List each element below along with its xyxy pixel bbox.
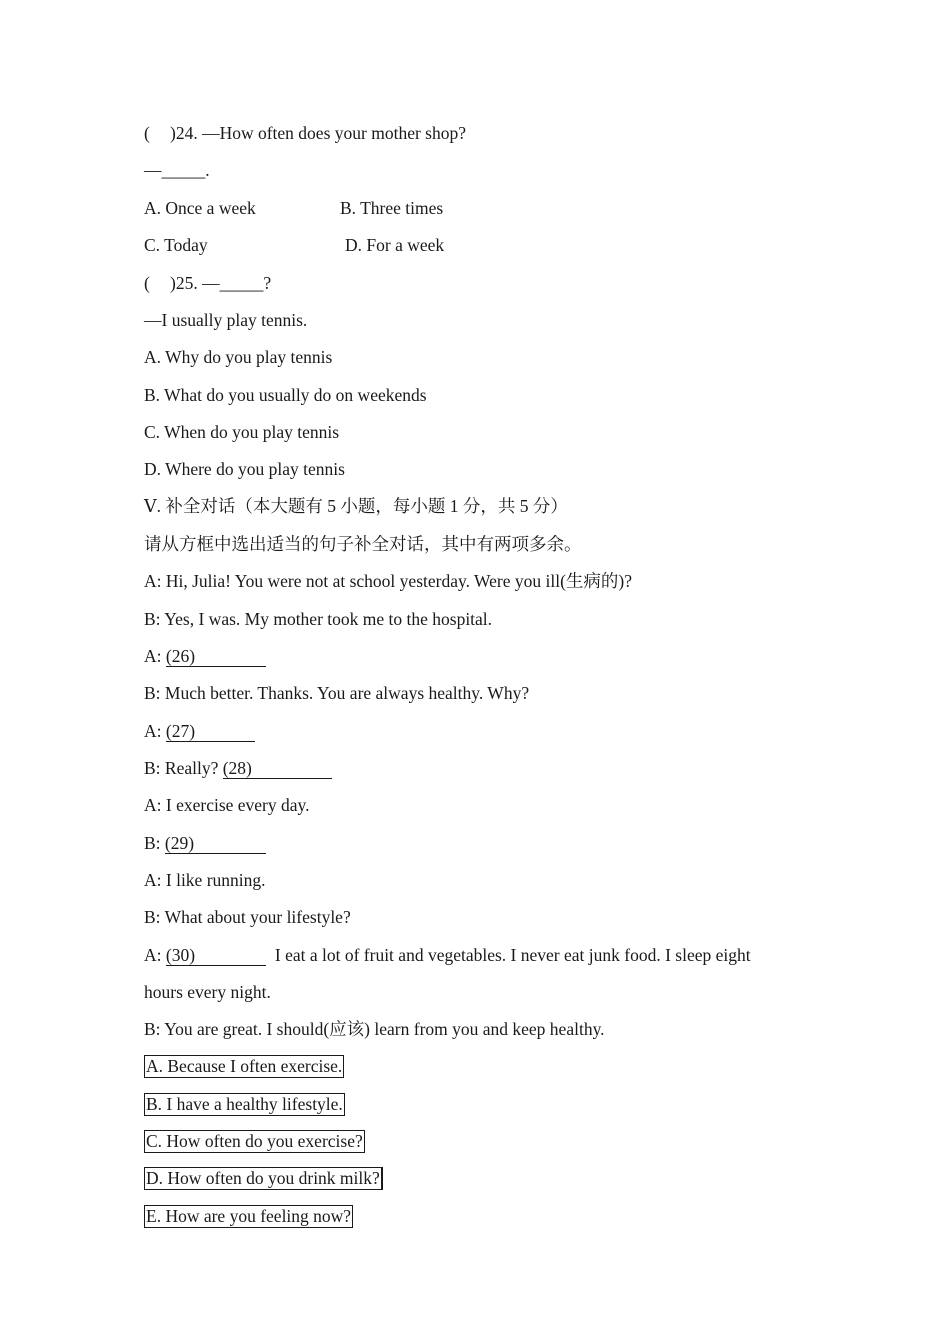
speaker-prefix: A:	[144, 721, 166, 741]
question-25-option-c: C. When do you play tennis	[144, 422, 340, 442]
question-25-option-a: A. Why do you play tennis	[144, 347, 333, 367]
choice-c	[144, 1130, 365, 1153]
dialogue-line-4: B: Much better. Thanks. You are always healthy. Why?	[144, 683, 530, 703]
section-5-instruction: 请从方框中选出适当的句子补全对话，其中有两项多余。	[144, 534, 582, 554]
dialogue-line-1: A: Hi, Julia! You were not at school yesterday. Were you ill(生病的)?	[144, 571, 633, 591]
speaker-prefix: A:	[144, 646, 166, 666]
question-25-answer-line: —I usually play tennis.	[144, 310, 308, 330]
question-24-stem	[144, 122, 466, 144]
choice-box-e: E. How are you feeling now?	[146, 1206, 352, 1226]
speaker-prefix: A:	[144, 945, 166, 965]
blank-29: (29)	[165, 834, 266, 854]
dialogue-line-11	[144, 944, 751, 966]
question-25-stem	[144, 272, 271, 294]
speaker-prefix: B:	[144, 833, 165, 853]
choice-d	[144, 1167, 383, 1190]
question-24-answer-line: —_____.	[144, 160, 210, 180]
question-24-option-d: D. For a week	[345, 235, 445, 255]
dialogue-line-6	[144, 757, 332, 779]
blank-28: (28)	[223, 759, 332, 779]
answer-paren: (	[144, 273, 150, 293]
choice-e	[144, 1205, 353, 1228]
blank-26: (26)	[166, 647, 266, 667]
choice-box-c: C. How often do you exercise?	[146, 1131, 363, 1151]
answer-paren: (	[144, 123, 150, 143]
blank-27: (27)	[166, 722, 255, 742]
question-24-option-b: B. Three times	[340, 198, 444, 218]
question-24-text: )24. —How often does your mother shop?	[170, 123, 466, 143]
dialogue-line-8	[144, 832, 266, 854]
dialogue-line-3	[144, 645, 266, 667]
question-24-option-c: C. Today	[144, 235, 208, 255]
dialogue-line-7: A: I exercise every day.	[144, 795, 310, 815]
question-25-option-d: D. Where do you play tennis	[144, 459, 345, 479]
question-25-option-b: B. What do you usually do on weekends	[144, 385, 427, 405]
choice-b	[144, 1093, 345, 1116]
dialogue-line-9: A: I like running.	[144, 870, 266, 890]
blank-30: (30)	[166, 946, 266, 966]
question-25-text: )25. —_____?	[170, 273, 272, 293]
dialogue-line-2: B: Yes, I was. My mother took me to the hospital.	[144, 609, 493, 629]
choice-box-d: D. How often do you drink milk?	[144, 1167, 383, 1190]
section-5-heading: Ⅴ. 补全对话（本大题有 5 小题，每小题 1 分，共 5 分）	[144, 496, 568, 516]
choice-box-b: B. I have a healthy lifestyle.	[146, 1094, 343, 1114]
speaker-prefix: B: Really?	[144, 758, 223, 778]
dialogue-line-12: hours every night.	[144, 982, 271, 1002]
dialogue-line-10: B: What about your lifestyle?	[144, 907, 351, 927]
dialogue-line-11-rest: I eat a lot of fruit and vegetables. I never eat junk food. I sleep eight	[274, 945, 751, 965]
choice-a	[144, 1055, 344, 1078]
choice-box-a: A. Because I often exercise.	[146, 1056, 343, 1076]
dialogue-line-5	[144, 720, 255, 742]
question-24-option-a: A. Once a week	[144, 198, 256, 218]
dialogue-line-13: B: You are great. I should(应该) learn from you and keep healthy.	[144, 1019, 605, 1039]
